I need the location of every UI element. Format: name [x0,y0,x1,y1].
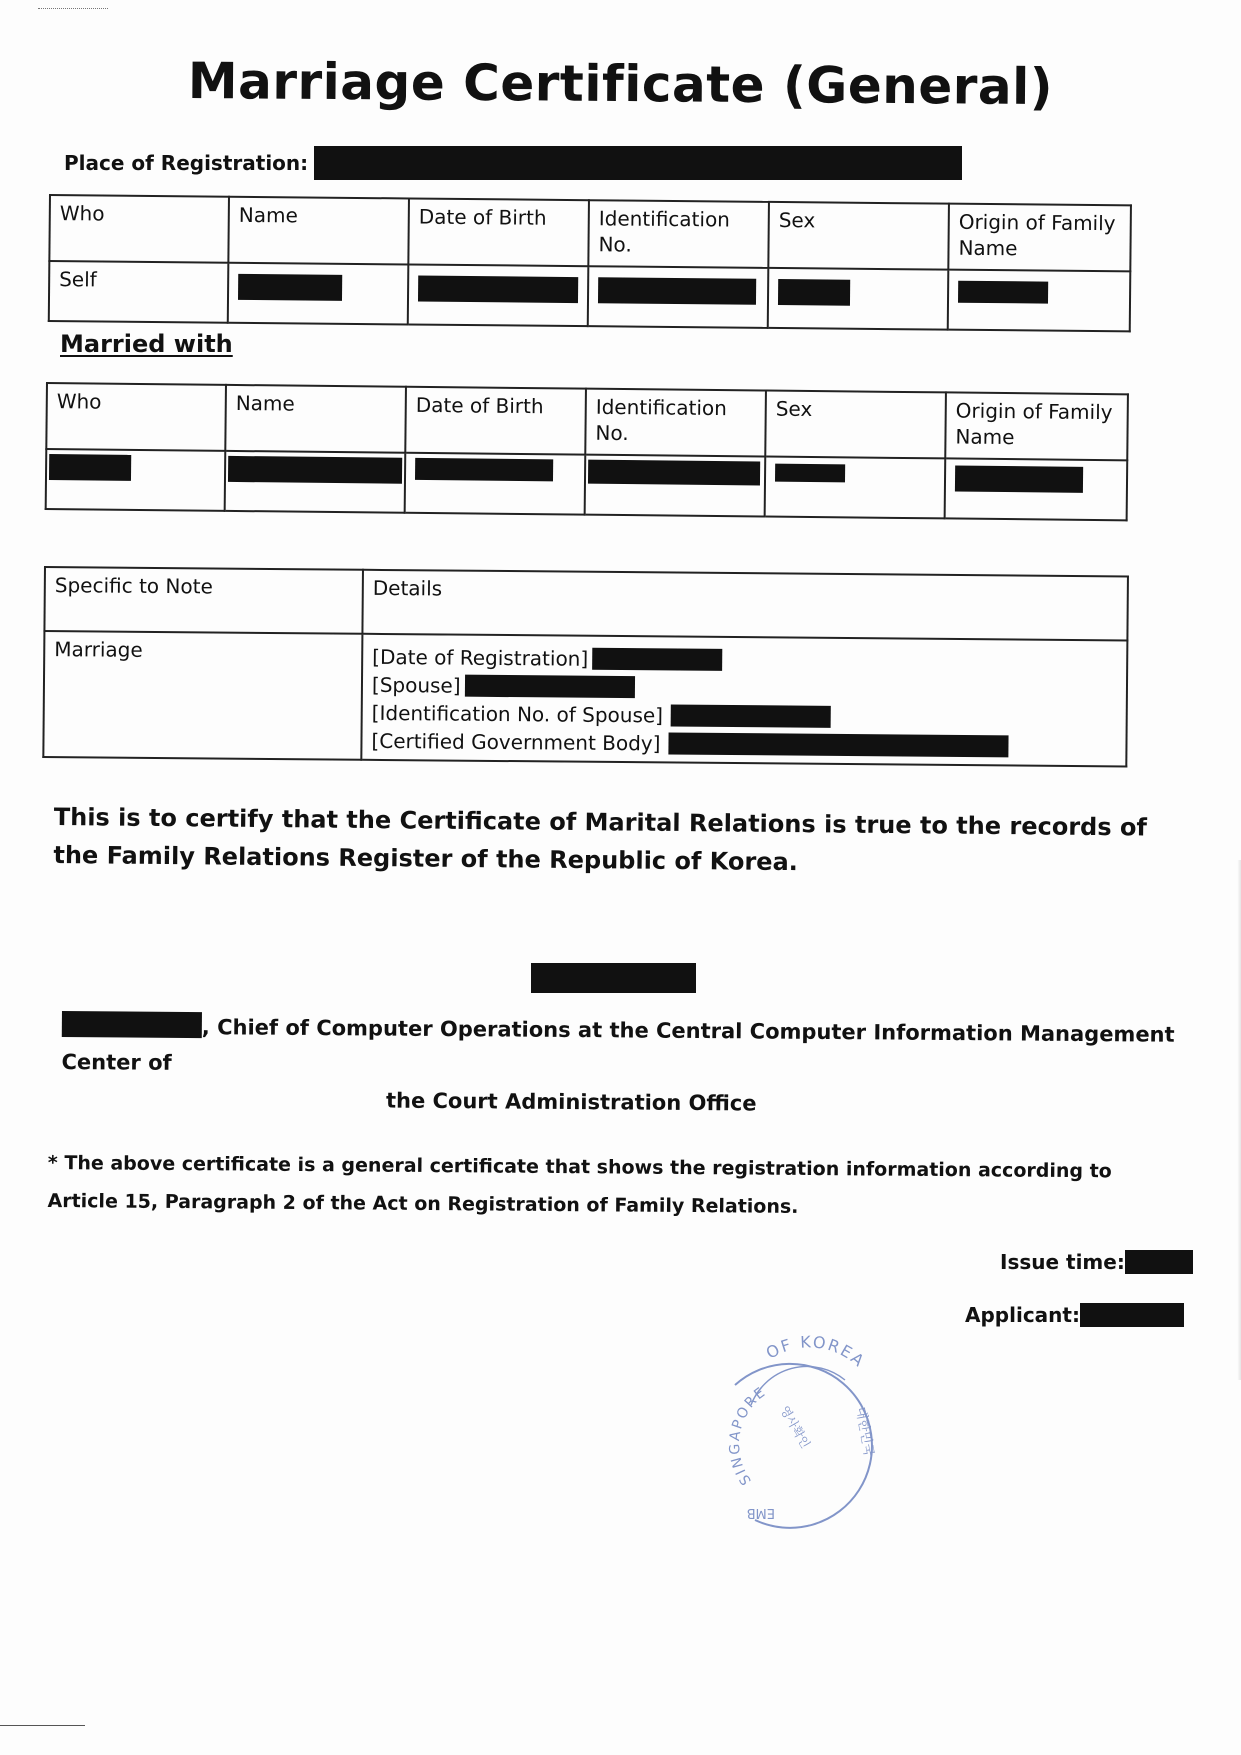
redaction-applicant [1080,1303,1184,1327]
self-row-label: Self [49,261,229,323]
header-origin-of-family-name: Origin of Family Name [948,204,1131,272]
header-date-of-birth: Date of Birth [405,387,586,455]
notes-table-row [43,631,1127,766]
place-of-registration-row [64,146,962,180]
applicant-label: Applicant: [965,1303,1080,1327]
detail-date-of-registration-label: [Date of Registration] [372,644,589,671]
detail-certified-body-label: [Certified Government Body] [371,728,661,756]
spouse-table [45,382,1129,521]
redaction-spouse-detail [465,675,635,698]
scan-line [0,1725,85,1726]
issue-time-label: Issue time: [1000,1250,1125,1274]
redaction-issue-time [1125,1250,1193,1274]
notes-table-header [44,567,1128,640]
redaction-spouse-origin [955,466,1083,493]
redaction-self-dob [418,276,578,304]
redaction-self-origin [958,281,1048,304]
header-identification-no: Identification No. [585,389,766,457]
redaction-self-sex [778,279,850,306]
redaction-spouse-id [588,460,760,486]
detail-certified-body [371,727,1116,762]
self-table [48,194,1132,332]
header-name: Name [228,197,409,265]
chief-line-1: , Chief of Computer Operations at the Central Computer Information Management Center of [61,1015,1175,1075]
spouse-origin-cell [945,458,1128,520]
marriage-row-label: Marriage [43,631,362,760]
header-origin-of-family-name: Origin of Family Name [945,392,1128,460]
embassy-stamp [725,1335,885,1530]
self-origin-cell [948,270,1131,332]
certification-statement: This is to certify that the Certificate of Marital Relations is true to the records of the Family Relations Register of the Republic of Korea. [53,802,1147,877]
self-table-header [49,195,1131,271]
redaction-spouse-dob [415,458,553,481]
spouse-table-row [46,449,1128,520]
spouse-sex-cell [765,457,946,519]
redaction-spouse-id-detail [671,704,831,727]
page-edge-shadow [1237,860,1241,1380]
redaction-spouse-name [228,456,402,484]
self-id-cell [588,266,769,328]
footnote: * The above certificate is a general certificate that shows the registration information according to Article 15, Paragraph 2 of the Act on Registration of Family Relations. [47,1151,1112,1218]
self-name-cell [228,263,409,325]
spouse-table-header [46,383,1128,460]
header-identification-no: Identification No. [588,200,769,268]
redaction-signature [531,963,696,993]
header-details: Details [362,570,1128,641]
header-name: Name [225,385,406,453]
spouse-name-cell [225,451,406,513]
redaction-chief-name [62,1011,202,1038]
header-date-of-birth: Date of Birth [408,198,589,266]
redaction-self-id [598,277,756,305]
certificate-title: Marriage Certificate (General) [187,51,1054,117]
redaction-place [314,146,962,180]
stamp-korean-line-1: 대한민국 [852,1405,876,1458]
detail-spouse-id-label: [Identification No. of Spouse] [371,700,664,728]
marriage-details-cell [361,634,1127,767]
redaction-certified-body [668,732,1008,757]
header-who: Who [49,195,229,263]
stamp-top-text: OF KOREA [762,1335,870,1372]
redaction-registration-date [592,648,722,671]
married-with-heading: Married with [60,330,233,358]
chief-line-2: the Court Administration Office [385,1088,757,1116]
place-of-registration-label: Place of Registration: [64,151,309,175]
detail-spouse-label: [Spouse] [371,672,461,698]
spouse-dob-cell [405,453,586,515]
redaction-spouse-who [49,454,131,481]
spouse-id-cell [585,455,766,517]
stamp-korean-line-2: 영사확인 [777,1403,813,1451]
redaction-self-name [238,274,342,301]
issue-time-row [1000,1250,1193,1274]
header-sex: Sex [768,202,949,270]
redaction-spouse-sex [775,464,845,483]
stamp-bottom-text: EMB [746,1505,775,1520]
header-specific-to-note: Specific to Note [44,567,363,634]
header-sex: Sex [765,391,946,459]
applicant-row [965,1303,1184,1327]
self-sex-cell [768,268,949,330]
notes-table [42,566,1129,767]
self-table-row [49,261,1131,331]
chief-statement [61,1008,1182,1125]
header-who: Who [46,383,226,451]
scan-mark [38,8,108,11]
stamp-side-text: SINGAPORE [726,1383,770,1488]
self-dob-cell [408,264,589,326]
spouse-who-cell [46,449,226,511]
